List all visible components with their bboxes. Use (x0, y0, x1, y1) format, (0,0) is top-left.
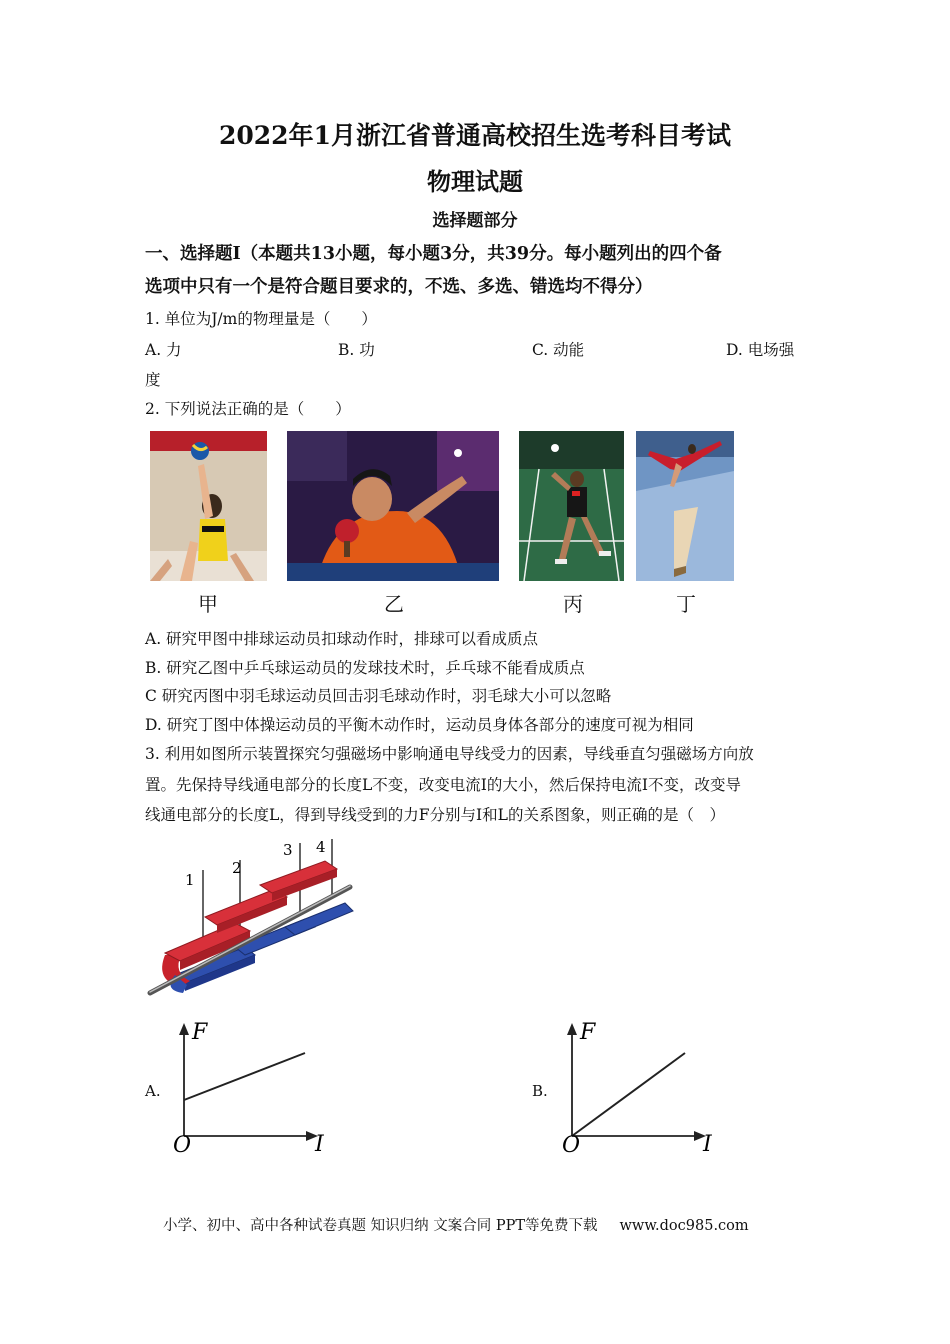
section-heading-line2: 选项中只有一个是符合题目要求的，不选、多选、错选均不得分） (145, 277, 653, 297)
y-arrow-icon (567, 1023, 577, 1035)
graph-b-label: B. (532, 1082, 548, 1100)
wire-label-1: 1 (185, 871, 195, 889)
caption-ding: 丁 (676, 592, 696, 616)
footer-text: 小学、初中、高中各种试卷真题 知识归纳 文案合同 PPT等免费下载 (163, 1218, 598, 1234)
q2-option-b: B. 研究乙图中乒乓球运动员的发球技术时，乒乓球不能看成质点 (145, 659, 585, 677)
balance-beam-photo (636, 431, 734, 581)
q1-option-d: D. 电场强 (726, 341, 795, 359)
table-tennis-photo (287, 431, 499, 581)
q2-option-d: D. 研究丁图中体操运动员的平衡木动作时，运动员身体各部分的速度可视为相同 (145, 716, 694, 734)
q3-stem-line2: 置。先保持导线通电部分的长度L不变，改变电流I的大小，然后保持电流I不变，改变导 (145, 776, 742, 794)
graph-a-origin: O (173, 1133, 192, 1158)
q3-stem-line1: 3. 利用如图所示装置探究匀强磁场中影响通电导线受力的因素，导线垂直匀强磁场方向放 (145, 745, 754, 763)
part-heading: 选择题部分 (432, 211, 518, 231)
graph-a-line (184, 1053, 305, 1100)
footer (163, 1214, 749, 1235)
caption-bing: 丙 (563, 592, 583, 616)
q2-stem: 2. 下列说法正确的是（ ） (145, 400, 351, 418)
wire-label-4: 4 (316, 838, 326, 856)
caption-jia: 甲 (198, 592, 218, 616)
badminton-photo (519, 431, 624, 581)
q1-option-c: C. 动能 (532, 341, 585, 359)
q2-option-c: C 研究丙图中羽毛球运动员回击羽毛球动作时，羽毛球大小可以忽略 (145, 687, 612, 705)
q1-option-a: A. 力 (145, 341, 182, 359)
footer-url[interactable]: www.doc985.com (619, 1218, 749, 1234)
graph-a (165, 1018, 340, 1158)
q1-option-d-wrap: 度 (145, 371, 161, 389)
graph-b-y-label: F (580, 1020, 596, 1045)
q2-option-a: A. 研究甲图中排球运动员扣球动作时，排球可以看成质点 (145, 630, 539, 648)
wire-label-3: 3 (283, 841, 293, 859)
q1-stem: 1. 单位为J/m的物理量是（ ） (145, 310, 377, 328)
volleyball-photo (150, 431, 267, 581)
graph-a-x-label: I (315, 1132, 324, 1157)
section-heading-line1: 一、选择题Ⅰ（本题共13小题，每小题3分，共39分。每小题列出的四个备 (145, 244, 722, 264)
graph-b-line (572, 1053, 685, 1136)
exam-title: 2022年1月浙江省普通高校招生选考科目考试 (219, 121, 731, 150)
q1-option-b: B. 功 (338, 341, 375, 359)
graph-b-origin: O (562, 1133, 581, 1158)
exam-subtitle: 物理试题 (427, 167, 523, 196)
magnet-apparatus-diagram (145, 835, 360, 1005)
graph-b (555, 1018, 730, 1158)
graph-a-y-label: F (192, 1020, 208, 1045)
caption-yi: 乙 (384, 592, 404, 616)
graph-b-x-label: I (703, 1132, 712, 1157)
q3-stem-line3: 线通电部分的长度L，得到导线受到的力F分别与I和L的关系图象，则正确的是（ ） (145, 806, 725, 824)
y-arrow-icon (179, 1023, 189, 1035)
wire-label-2: 2 (232, 859, 242, 877)
graph-a-label: A. (145, 1082, 161, 1100)
